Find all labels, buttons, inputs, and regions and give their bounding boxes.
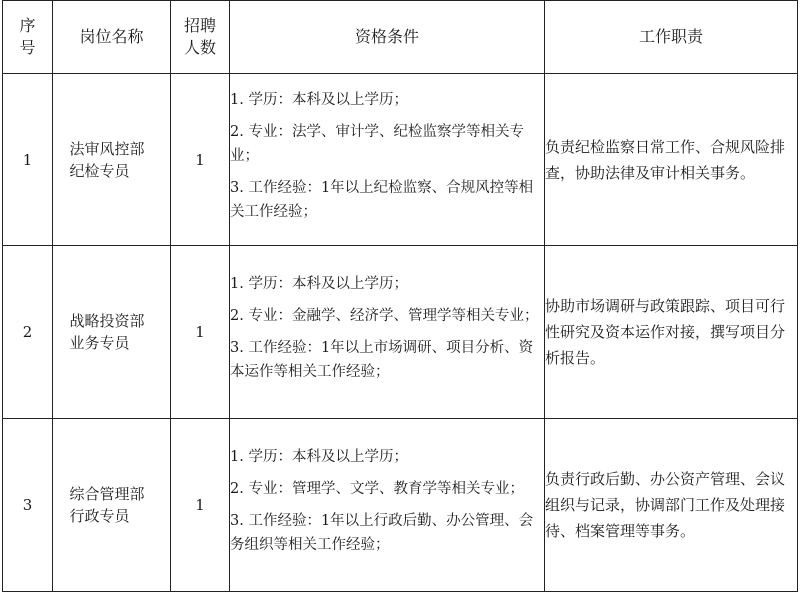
table-row — [3, 419, 798, 592]
requirement-major: 2. 专业：金融学、经济学、管理学等相关专业； — [230, 308, 539, 324]
requirement-major: 2. 专业：管理学、文学、教育学等相关专业； — [230, 481, 524, 497]
header-duties: 工作职责 — [545, 1, 798, 74]
row-seq: 3 — [3, 419, 53, 592]
header-count — [171, 1, 230, 74]
row-count: 1 — [171, 419, 230, 592]
row-position — [53, 419, 171, 592]
requirement-education: 1. 学历：本科及以上学历； — [230, 449, 408, 465]
row-position — [53, 246, 171, 419]
row-position-label: 综合管理部行政专员 — [69, 485, 145, 525]
requirement-major: 2. 专业：法学、审计学、纪检监察学等相关专业； — [230, 123, 524, 164]
row-duties: 协助市场调研与政策跟踪、项目可行性研究及资本运作对接，撰写项目分析报告。 — [545, 246, 798, 419]
row-requirements — [230, 246, 545, 419]
row-count: 1 — [171, 246, 230, 419]
header-seq — [3, 1, 53, 74]
row-seq: 2 — [3, 246, 53, 419]
header-position: 岗位名称 — [53, 1, 171, 74]
row-position — [53, 74, 171, 246]
row-count: 1 — [171, 74, 230, 246]
requirement-education: 1. 学历：本科及以上学历； — [230, 91, 408, 108]
job-table — [2, 0, 798, 592]
header-count-label: 招聘人数 — [183, 16, 216, 57]
row-duties: 负责行政后勤、办公资产管理、会议组织与记录，协调部门工作及处理接待、档案管理等事务。 — [545, 419, 798, 592]
row-seq: 1 — [3, 74, 53, 246]
row-duties: 负责纪检监察日常工作、合规风险排查，协助法律及审计相关事务。 — [545, 74, 798, 246]
row-requirements — [230, 74, 545, 246]
row-position-label: 战略投资部业务专员 — [69, 312, 145, 352]
table-row — [3, 74, 798, 246]
requirement-experience: 3. 工作经验：1年以上纪检监察、合规风控等相关工作经验； — [230, 179, 534, 220]
row-position-label: 法审风控部纪检专员 — [69, 139, 145, 180]
row-requirements — [230, 419, 545, 592]
header-seq-label: 序号 — [19, 16, 36, 57]
header-requirements: 资格条件 — [230, 1, 545, 74]
table-row — [3, 246, 798, 419]
header-row — [3, 1, 798, 74]
requirement-experience: 3. 工作经验：1年以上市场调研、项目分析、资本运作等相关工作经验； — [230, 340, 534, 380]
requirement-education: 1. 学历：本科及以上学历； — [230, 276, 408, 292]
requirement-experience: 3. 工作经验：1年以上行政后勤、办公管理、会务组织等相关工作经验； — [230, 513, 534, 553]
